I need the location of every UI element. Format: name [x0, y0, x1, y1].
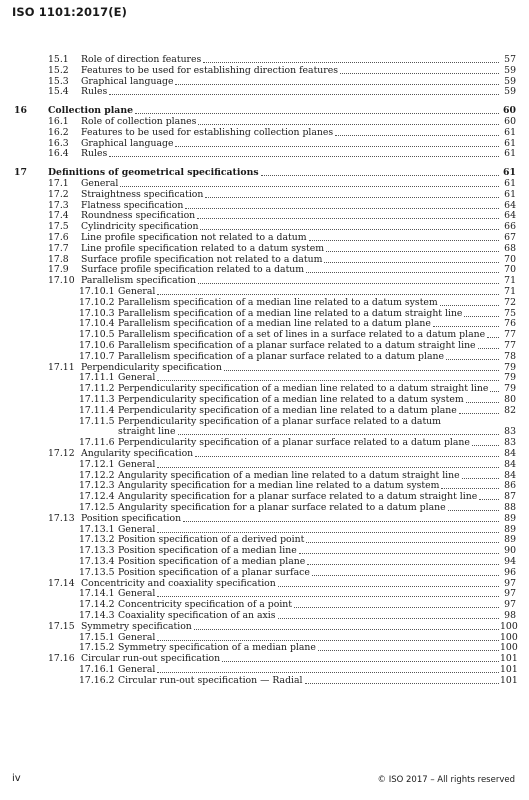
- toc-entry-title: Perpendicularity specification: [81, 361, 222, 373]
- toc-entry-title: Angularity specification for a median line related to a datum system: [118, 480, 440, 492]
- toc-entry-number: 17.11.6: [79, 437, 115, 449]
- toc-entry-page: 84: [504, 448, 516, 459]
- toc-entry-page: 59: [504, 75, 516, 87]
- dot-leader: [120, 178, 499, 187]
- dot-leader: [299, 545, 499, 554]
- toc-entry-number: 17.9: [48, 264, 69, 276]
- toc-entry-page: 83: [504, 437, 516, 449]
- toc-entry-title: General: [118, 664, 156, 675]
- toc-entry[interactable]: [0, 308, 529, 319]
- toc-entry-page: 97: [504, 588, 516, 600]
- toc-entry-page: 101: [500, 674, 518, 686]
- toc-entry-number: 17.16.2: [79, 674, 115, 686]
- dot-leader: [157, 588, 499, 597]
- toc-entry-page: 90: [504, 545, 516, 557]
- toc-entry-page: 61: [503, 167, 516, 179]
- toc-entry-title: Features to be used for establishing collection planes: [81, 126, 334, 138]
- toc-entry[interactable]: [0, 264, 529, 275]
- toc-entry-page: 75: [504, 307, 516, 319]
- toc-entry-title: Features to be used for establishing direction features: [81, 64, 339, 76]
- dot-leader: [205, 189, 499, 198]
- toc-entry-title: Line profile specification related to a datum system: [81, 242, 325, 254]
- toc-entry[interactable]: [0, 286, 529, 297]
- toc-entry[interactable]: [0, 297, 529, 308]
- toc-entry-number: 17.10: [48, 275, 75, 287]
- toc-entry[interactable]: [0, 675, 529, 686]
- toc-entry-page: 89: [504, 512, 516, 524]
- toc-entry[interactable]: [0, 383, 529, 394]
- toc-entry-number: 17.5: [48, 221, 69, 233]
- dot-leader: [448, 502, 499, 511]
- dot-leader: [479, 491, 499, 500]
- toc-entry-page: 77: [504, 329, 516, 341]
- dot-leader: [157, 632, 499, 641]
- toc-entry-page: 84: [504, 458, 516, 470]
- toc-entry[interactable]: [0, 254, 529, 265]
- toc-entry-title: Cylindricity specification: [81, 221, 199, 233]
- toc-entry[interactable]: [0, 232, 529, 243]
- toc-entry-number: 17.14: [48, 577, 75, 589]
- toc-entry-page: 61: [504, 178, 516, 189]
- toc-entry-page: 61: [504, 137, 516, 149]
- toc-entry[interactable]: [0, 86, 529, 97]
- toc-entry-page: 57: [504, 54, 516, 65]
- toc-entry-title: General: [81, 178, 119, 189]
- toc-entry-number: 17.11.3: [79, 394, 115, 405]
- toc-entry[interactable]: [0, 588, 529, 599]
- toc-entry-title: Concentricity and coaxiality specification: [81, 577, 276, 589]
- toc-entry-number: 17.13.2: [79, 534, 115, 546]
- toc-entry-page: 89: [504, 523, 516, 535]
- toc-entry-page: 66: [504, 221, 516, 233]
- toc-entry[interactable]: [0, 362, 529, 373]
- toc-entry[interactable]: [0, 426, 529, 437]
- toc-entry-number: 17.8: [48, 253, 69, 265]
- toc-entry[interactable]: [0, 148, 529, 159]
- toc-entry-page: 60: [503, 105, 516, 117]
- toc-entry-title: Concentricity specification of a point: [118, 599, 293, 611]
- toc-entry-title: Line profile specification not related to a datum: [81, 232, 307, 243]
- toc-entry-number: 17.13.4: [79, 556, 115, 567]
- toc-entry-title: Flatness specification: [81, 199, 184, 211]
- toc-entry[interactable]: [0, 127, 529, 138]
- toc-entry-number: 17.10.1: [79, 286, 115, 297]
- toc-entry[interactable]: [0, 351, 529, 362]
- dot-leader: [109, 148, 499, 157]
- toc-entry-title: Surface profile specification not related to a datum: [81, 253, 323, 265]
- toc-entry-title: Role of collection planes: [81, 116, 197, 127]
- dot-leader: [178, 426, 499, 435]
- toc-entry[interactable]: [0, 556, 529, 567]
- toc-entry[interactable]: [0, 329, 529, 340]
- toc-entry-number: 16: [14, 105, 27, 117]
- toc-entry-page: 61: [504, 126, 516, 138]
- toc-entry-number: 17.3: [48, 199, 69, 211]
- dot-leader: [157, 524, 499, 533]
- toc-entry-title: Parallelism specification of a planar surface related to a datum straight line: [118, 340, 476, 351]
- copyright-notice: © ISO 2017 – All rights reserved: [377, 775, 515, 785]
- toc-entry-number: 17.10.7: [79, 350, 115, 362]
- toc-entry-page: 71: [504, 286, 516, 297]
- toc-entry-page: 100: [500, 631, 518, 643]
- toc-entry[interactable]: [0, 470, 529, 481]
- toc-entry-page: 94: [504, 556, 516, 567]
- dot-leader: [194, 621, 499, 630]
- toc-entry-title: Coaxiality specification of an axis: [118, 610, 276, 621]
- toc-entry-number: 17.14.1: [79, 588, 115, 600]
- dot-leader: [305, 675, 499, 684]
- toc-entry-title: Position specification: [81, 512, 182, 524]
- toc-entry-title: Symmetry specification of a median plane: [118, 642, 316, 654]
- toc-entry[interactable]: [0, 437, 529, 448]
- toc-entry-number: 17.7: [48, 242, 69, 254]
- dot-leader: [157, 372, 499, 381]
- toc-entry-page: 79: [504, 372, 516, 384]
- toc-entry-title: Perpendicularity specification of a median line related to a datum plane: [118, 404, 457, 416]
- toc-entry[interactable]: [0, 105, 529, 116]
- toc-entry[interactable]: [0, 416, 529, 427]
- toc-entry[interactable]: [0, 318, 529, 329]
- dot-leader: [200, 221, 499, 230]
- toc-entry-title: straight line: [118, 426, 176, 438]
- toc-entry-number: 17.12.5: [79, 502, 115, 513]
- dot-leader: [198, 116, 499, 125]
- toc-entry-number: 17.13: [48, 512, 75, 524]
- toc-entry[interactable]: [0, 491, 529, 502]
- toc-entry-number: 17.12: [48, 448, 75, 459]
- toc-entry-page: 97: [504, 577, 516, 589]
- toc-entry-number: 17.16: [48, 653, 75, 665]
- toc-entry[interactable]: [0, 524, 529, 535]
- dot-leader: [340, 65, 499, 74]
- toc-entry-page: 80: [504, 394, 516, 405]
- toc-entry-number: 16.2: [48, 126, 69, 138]
- dot-leader: [440, 297, 499, 306]
- document-header: ISO 1101:2017(E): [12, 5, 127, 19]
- toc-entry[interactable]: [0, 372, 529, 383]
- toc-entry-title: Parallelism specification of a set of lines in a surface related to a datum plane: [118, 329, 486, 341]
- toc-entry[interactable]: [0, 54, 529, 65]
- toc-entry-number: 15.1: [48, 54, 69, 65]
- dot-leader: [318, 642, 499, 651]
- toc-entry-page: 68: [504, 242, 516, 254]
- toc-entry-number: 17.16.1: [79, 664, 115, 675]
- toc-entry[interactable]: [0, 642, 529, 653]
- toc-entry-number: 17.14.2: [79, 599, 115, 611]
- toc-entry-title: Position specification of a derived point: [118, 534, 305, 546]
- toc-entry-page: 79: [504, 361, 516, 373]
- dot-leader: [195, 448, 499, 457]
- dot-leader: [307, 556, 499, 565]
- toc-entry-page: 96: [504, 566, 516, 578]
- toc-entry[interactable]: [0, 621, 529, 632]
- dot-leader: [224, 362, 499, 371]
- dot-leader: [306, 264, 499, 273]
- toc-entry[interactable]: [0, 275, 529, 286]
- toc-entry-page: 76: [504, 318, 516, 330]
- toc-entry-number: 16.1: [48, 116, 69, 127]
- toc-entry-number: 17.15: [48, 620, 75, 632]
- toc-entry-title: Perpendicularity specification of a planar surface related to a datum: [118, 415, 441, 427]
- dot-leader: [185, 200, 499, 209]
- toc-entry[interactable]: [0, 653, 529, 664]
- toc-entry-title: General: [118, 286, 156, 297]
- dot-leader: [487, 329, 499, 338]
- toc-entry-title: Collection plane: [48, 105, 133, 117]
- toc-entry[interactable]: [0, 200, 529, 211]
- toc-entry-number: 15.2: [48, 64, 69, 76]
- toc-entry-title: Parallelism specification of a planar surface related to a datum plane: [118, 350, 444, 362]
- toc-entry-number: 17.11: [48, 361, 75, 373]
- toc-entry-page: 79: [504, 383, 516, 395]
- dot-leader: [326, 243, 499, 252]
- dot-leader: [335, 127, 499, 136]
- toc-entry-page: 101: [500, 653, 518, 665]
- toc-entry-title: Roundness specification: [81, 210, 196, 222]
- dot-leader: [203, 54, 499, 63]
- toc-entry[interactable]: [0, 138, 529, 149]
- toc-entry-number: 17.10.3: [79, 307, 115, 319]
- dot-leader: [478, 340, 499, 349]
- toc-entry-page: 86: [504, 480, 516, 492]
- toc-entry-page: 89: [504, 534, 516, 546]
- toc-entry-number: 17.12.4: [79, 491, 115, 503]
- toc-entry[interactable]: [0, 76, 529, 87]
- toc-entry-number: 17.10.5: [79, 329, 115, 341]
- toc-entry-page: 70: [504, 253, 516, 265]
- dot-leader: [466, 394, 499, 403]
- dot-leader: [109, 86, 499, 95]
- toc-entry-number: 17.12.2: [79, 469, 115, 481]
- toc-entry[interactable]: [0, 210, 529, 221]
- dot-leader: [441, 480, 499, 489]
- dot-leader: [446, 351, 499, 360]
- toc-entry-page: 97: [504, 599, 516, 611]
- toc-entry-page: 59: [504, 64, 516, 76]
- toc-entry-number: 17.4: [48, 210, 69, 222]
- toc-entry[interactable]: [0, 610, 529, 621]
- dot-leader: [462, 470, 499, 479]
- toc-entry-title: Position specification of a median line: [118, 545, 297, 557]
- dot-leader: [306, 534, 499, 543]
- toc-entry-title: General: [118, 588, 156, 600]
- toc-entry-title: Symmetry specification: [81, 620, 192, 632]
- toc-entry-number: 16.3: [48, 137, 69, 149]
- toc-entry-title: General: [118, 372, 156, 384]
- dot-leader: [464, 308, 499, 317]
- toc-entry-number: 17.10.4: [79, 318, 115, 330]
- toc-entry-title: General: [118, 458, 156, 470]
- dot-leader: [278, 610, 499, 619]
- toc-entry-number: 15.4: [48, 86, 69, 98]
- toc-entry[interactable]: [0, 221, 529, 232]
- toc-entry-number: 15.3: [48, 75, 69, 87]
- toc-entry[interactable]: [0, 189, 529, 200]
- toc-entry-page: 70: [504, 264, 516, 276]
- toc-entry-number: 17.11.5: [79, 415, 115, 427]
- toc-entry[interactable]: [0, 599, 529, 610]
- toc-entry-page: 88: [504, 502, 516, 513]
- dot-leader: [183, 513, 499, 522]
- dot-leader: [324, 254, 499, 263]
- toc-entry-title: Parallelism specification of a median line related to a datum plane: [118, 318, 431, 330]
- toc-entry-number: 17.11.4: [79, 404, 115, 416]
- dot-leader: [309, 232, 499, 241]
- toc-entry[interactable]: [0, 116, 529, 127]
- toc-entry[interactable]: [0, 578, 529, 589]
- toc-entry-page: 78: [504, 350, 516, 362]
- dot-leader: [312, 567, 499, 576]
- toc-entry-title: Circular run-out specification: [81, 653, 221, 665]
- toc-entry[interactable]: [0, 243, 529, 254]
- toc-entry-number: 17.12.3: [79, 480, 115, 492]
- dot-leader: [157, 664, 499, 673]
- dot-leader: [157, 459, 499, 468]
- toc-entry[interactable]: [0, 664, 529, 675]
- toc-entry[interactable]: [0, 178, 529, 189]
- toc-entry-number: 17.15.2: [79, 642, 115, 654]
- toc-entry-title: Perpendicularity specification of a median line related to a datum system: [118, 394, 464, 405]
- toc-entry[interactable]: [0, 65, 529, 76]
- toc-entry-number: 16.4: [48, 148, 69, 160]
- toc-entry-title: Perpendicularity specification of a planar surface related to a datum plane: [118, 437, 470, 449]
- toc-entry-page: 61: [504, 148, 516, 160]
- toc-entry-number: 17.10.6: [79, 340, 115, 351]
- dot-leader: [433, 318, 499, 327]
- toc-entry-number: 17.14.3: [79, 610, 115, 621]
- toc-entry-title: Perpendicularity specification of a median line related to a datum straight line: [118, 383, 489, 395]
- dot-leader: [135, 105, 499, 114]
- toc-entry-page: 100: [500, 642, 518, 654]
- toc-entry-number: 17: [14, 167, 27, 179]
- toc-entry-page: 83: [504, 426, 516, 438]
- toc-entry[interactable]: [0, 545, 529, 556]
- toc-entry-page: 100: [500, 620, 518, 632]
- toc-entry-number: 17.13.1: [79, 523, 115, 535]
- dot-leader: [472, 437, 499, 446]
- toc-entry[interactable]: [0, 448, 529, 459]
- toc-entry[interactable]: [0, 394, 529, 405]
- toc-entry-page: 67: [504, 232, 516, 243]
- toc-entry-number: 17.6: [48, 232, 69, 243]
- toc-entry-page: 87: [504, 491, 516, 503]
- toc-entry[interactable]: [0, 167, 529, 178]
- toc-entry-page: 71: [504, 275, 516, 287]
- dot-leader: [157, 286, 499, 295]
- toc-entry[interactable]: [0, 480, 529, 491]
- dot-leader: [459, 405, 499, 414]
- toc-entry-number: 17.2: [48, 188, 69, 200]
- toc-entry-title: Definitions of geometrical specifications: [48, 167, 259, 179]
- dot-leader: [278, 578, 499, 587]
- toc-entry-page: 60: [504, 116, 516, 127]
- toc-entry-title: Angularity specification: [81, 448, 194, 459]
- toc-entry-title: Role of direction features: [81, 54, 202, 65]
- toc-entry[interactable]: [0, 567, 529, 578]
- toc-entry-number: 17.1: [48, 178, 69, 189]
- toc-entry-number: 17.13.3: [79, 545, 115, 557]
- toc-entry-title: Parallelism specification of a median line related to a datum straight line: [118, 307, 463, 319]
- toc-entry-title: Position specification of a median plane: [118, 556, 306, 567]
- toc-entry[interactable]: [0, 405, 529, 416]
- toc-entry-title: Parallelism specification: [81, 275, 196, 287]
- toc-entry-title: Straightness specification: [81, 188, 204, 200]
- toc-entry-title: Rules: [81, 86, 108, 98]
- toc-entry-title: Position specification of a planar surface: [118, 566, 310, 578]
- dot-leader: [197, 210, 499, 219]
- toc-entry-title: Parallelism specification of a median line related to a datum system: [118, 296, 438, 308]
- toc-entry[interactable]: [0, 534, 529, 545]
- toc-entry[interactable]: [0, 513, 529, 524]
- toc-entry-page: 98: [504, 610, 516, 621]
- dot-leader: [198, 275, 499, 284]
- dot-leader: [261, 167, 499, 176]
- toc-entry-number: 17.11.1: [79, 372, 115, 384]
- toc-entry-title: Angularity specification of a median line related to a datum straight line: [118, 469, 460, 481]
- toc-entry-title: Angularity specification for a planar surface related to a datum plane: [118, 502, 446, 513]
- toc-entry-title: General: [118, 631, 156, 643]
- toc-entry-number: 17.13.5: [79, 566, 115, 578]
- toc-entry-page: 77: [504, 340, 516, 351]
- toc-entry-page: 72: [504, 296, 516, 308]
- dot-leader: [294, 599, 499, 608]
- dot-leader: [175, 76, 499, 85]
- toc-entry-title: Circular run-out specification — Radial: [118, 674, 303, 686]
- dot-leader: [175, 138, 499, 147]
- toc-entry-page: 61: [504, 188, 516, 200]
- toc-entry-page: 84: [504, 469, 516, 481]
- toc-entry-number: 17.15.1: [79, 631, 115, 643]
- toc-entry-page: 101: [500, 664, 518, 675]
- toc-entry-number: 17.10.2: [79, 296, 115, 308]
- toc-entry-page: 82: [504, 404, 516, 416]
- toc-entry-title: Graphical language: [81, 75, 174, 87]
- toc-entry-page: 64: [504, 199, 516, 211]
- toc-entry[interactable]: [0, 502, 529, 513]
- toc-entry[interactable]: [0, 632, 529, 643]
- toc-entry[interactable]: [0, 340, 529, 351]
- dot-leader: [490, 383, 499, 392]
- toc-entry-title: Rules: [81, 148, 108, 160]
- toc-entry-title: Angularity specification for a planar surface related to a datum straight line: [118, 491, 478, 503]
- page-number: iv: [12, 773, 21, 784]
- toc-entry-number: 17.11.2: [79, 383, 115, 395]
- toc-entry-title: Graphical language: [81, 137, 174, 149]
- toc-entry-page: 59: [504, 86, 516, 98]
- toc-entry-title: General: [118, 523, 156, 535]
- toc-entry-page: 64: [504, 210, 516, 222]
- toc-entry[interactable]: [0, 459, 529, 470]
- toc-entry-title: Surface profile specification related to a datum: [81, 264, 305, 276]
- dot-leader: [222, 653, 499, 662]
- toc-entry-number: 17.12.1: [79, 458, 115, 470]
